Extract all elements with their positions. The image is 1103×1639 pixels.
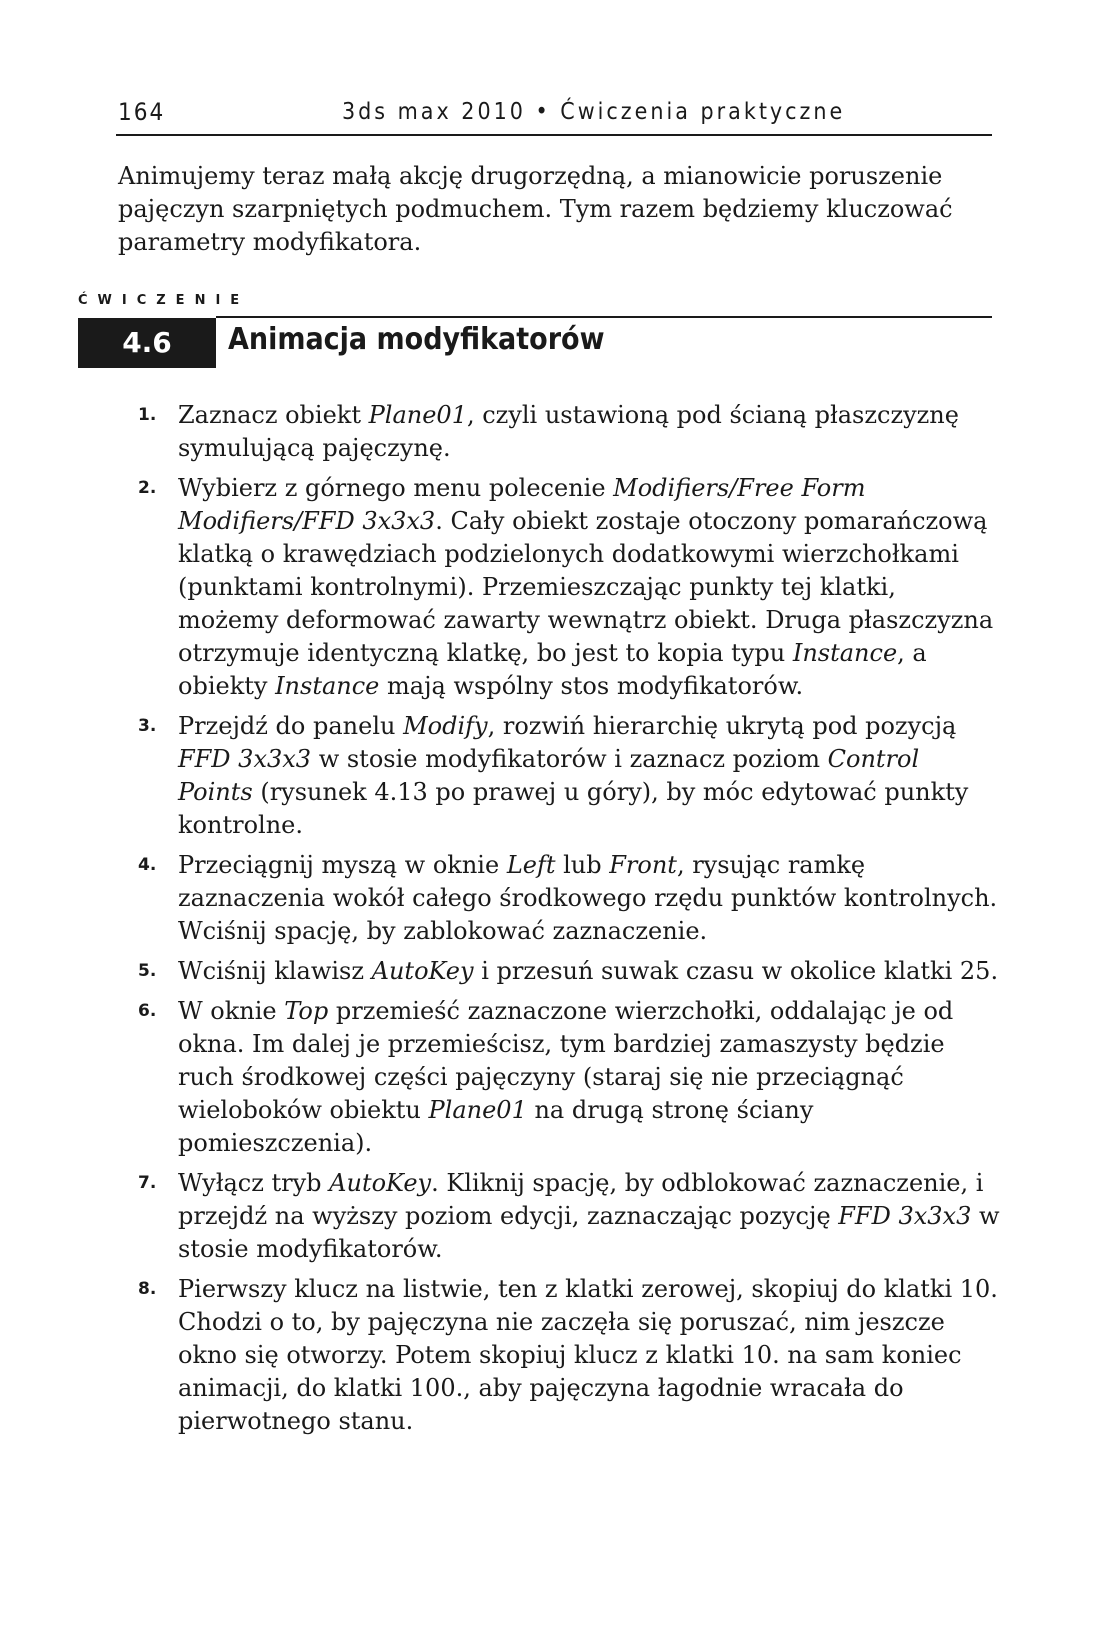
- step-text-italic: Plane01: [428, 1096, 527, 1124]
- step-text: [178, 712, 968, 839]
- step-text-italic: Modifiers/Free Form Modifiers/FFD 3x3x3: [178, 474, 866, 535]
- step-item: [134, 1167, 1000, 1266]
- step-text-segment: Wyłącz tryb: [178, 1169, 330, 1197]
- step-number: 8.: [138, 1279, 157, 1299]
- step-number: 2.: [138, 478, 157, 498]
- step-number: 5.: [138, 961, 157, 981]
- step-text-segment: (rysunek 4.13 po prawej u góry), by móc edytować punkty kontrolne.: [178, 778, 969, 839]
- step-text: [178, 474, 993, 700]
- step-text-italic: Control Points: [178, 745, 920, 806]
- step-text-segment: Przejdź do panelu: [178, 712, 404, 740]
- step-text-segment: . Cały obiekt zostaje otoczony pomarańczową klatką o krawędziach podzielonych dodatkowymi wierzchołkami (punktami kontrolnymi). Przemieszczając punkty tej klatki, możemy deformować zawarty wewnątrz obiekt. Druga płaszczyzna otrzymuje identyczną klatkę, bo jest to kopia typu: [178, 507, 994, 667]
- step-text-italic: AutoKey: [329, 1169, 432, 1197]
- step-text-segment: w stosie modyfikatorów.: [178, 1202, 1000, 1263]
- intro-paragraph: Animujemy teraz małą akcję drugorzędną, a mianowicie poruszenie pajęczyn szarpniętych podmuchem. Tym razem będziemy kluczować parametry modyfikatora.: [118, 162, 953, 256]
- step-text-italic: Front: [609, 851, 677, 879]
- page-number: 164: [118, 98, 166, 126]
- exercise-title: Animacja modyfikatorów: [228, 322, 605, 357]
- step-text-italic: Plane01: [368, 401, 467, 429]
- step-text-segment: Wciśnij klawisz: [178, 957, 372, 985]
- step-text-segment: , czyli ustawioną pod ścianą płaszczyznę symulującą pajęczynę.: [178, 401, 959, 462]
- step-text-italic: AutoKey: [371, 957, 474, 985]
- step-number: 3.: [138, 716, 157, 736]
- step-text-segment: . Kliknij spację, by odblokować zaznaczenie, i przejdź na wyższy poziom edycji, zaznaczając pozycję: [178, 1169, 984, 1230]
- step-text-italic: Modify: [403, 712, 488, 740]
- step-item: [134, 1273, 1000, 1438]
- step-text-italic: Left: [506, 851, 556, 879]
- step-text: [178, 1275, 998, 1435]
- step-text: [178, 1169, 1000, 1263]
- steps-list: [134, 399, 1000, 1445]
- step-item: [134, 955, 1000, 988]
- step-text-italic: Instance: [792, 639, 898, 667]
- running-header: [116, 98, 992, 136]
- step-text-segment: Zaznacz obiekt: [178, 401, 369, 429]
- step-text-italic: FFD 3x3x3: [838, 1202, 972, 1230]
- step-text-segment: na drugą stronę ściany pomieszczenia).: [178, 1096, 814, 1157]
- exercise-rule: [216, 316, 992, 318]
- step-text-segment: mają wspólny stos modyfikatorów.: [379, 672, 804, 700]
- step-text: [178, 401, 959, 462]
- exercise-number: 4.6: [78, 318, 216, 368]
- step-item: [134, 849, 1000, 948]
- step-text: [178, 957, 998, 985]
- step-item: [134, 399, 1000, 465]
- step-text-segment: , rozwiń hierarchię ukrytą pod pozycją: [487, 712, 957, 740]
- step-number: 4.: [138, 855, 157, 875]
- step-text: [178, 851, 997, 945]
- step-text-segment: W oknie: [178, 997, 285, 1025]
- step-text-segment: , rysując ramkę zaznaczenia wokół całego środkowego rzędu punktów kontrolnych. Wciśnij spację, by zablokować zaznaczenie.: [178, 851, 998, 945]
- step-item: [134, 995, 1000, 1160]
- step-text-segment: Pierwszy klucz na listwie, ten z klatki zerowej, skopiuj do klatki 10. Chodzi o to, by pajęczyna nie zaczęła się poruszać, nim jeszcze okno się otworzy. Potem skopiuj klucz z klatki 10. na sam koniec animacji, do klatki 100., aby pajęczyna łagodnie wracała do pierwotnego stanu.: [178, 1275, 998, 1435]
- step-number: 6.: [138, 1001, 157, 1021]
- step-item: [134, 710, 1000, 842]
- step-text-segment: Przeciągnij myszą w oknie: [178, 851, 507, 879]
- step-text-segment: , a obiekty: [178, 639, 927, 700]
- exercise-label: ĆWICZENIE: [78, 293, 250, 308]
- step-text-segment: lub: [555, 851, 610, 879]
- step-text: [178, 997, 953, 1157]
- step-text-italic: Top: [284, 997, 329, 1025]
- step-item: [134, 472, 1000, 703]
- step-text-segment: w stosie modyfikatorów i zaznacz poziom: [311, 745, 828, 773]
- step-number: 1.: [138, 405, 157, 425]
- step-text-segment: przemieść zaznaczone wierzchołki, oddalając je od okna. Im dalej je przemieścisz, tym bardziej zamaszysty będzie ruch środkowej części pajęczyny (staraj się nie przeciągnąć wieloboków obiektu: [178, 997, 954, 1124]
- step-text-italic: Instance: [275, 672, 380, 700]
- step-text-italic: FFD 3x3x3: [178, 745, 312, 773]
- step-number: 7.: [138, 1173, 157, 1193]
- running-title: 3ds max 2010 • Ćwiczenia praktyczne: [342, 99, 846, 125]
- step-text-segment: i przesuń suwak czasu w okolice klatki 25.: [473, 957, 999, 985]
- step-text-segment: Wybierz z górnego menu polecenie: [178, 474, 614, 502]
